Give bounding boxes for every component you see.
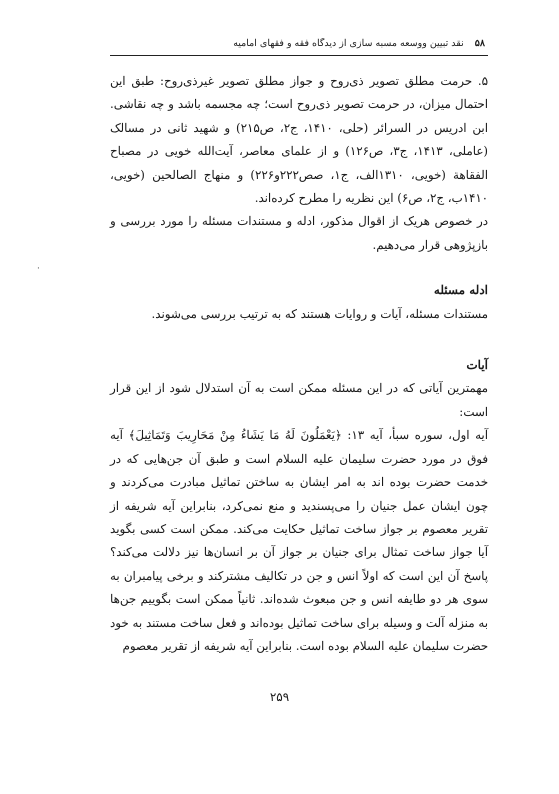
header-title: نقد تبیین ووسعه مسبه سازی از دیدگاه فقه و فقهای امامیه — [233, 38, 464, 49]
running-header — [110, 38, 485, 49]
page-number: ۲۵۹ — [269, 690, 290, 704]
header-page-mark: ۵۸ — [474, 38, 485, 49]
paragraph-review-intro: در خصوص هریک از اقوال مذکور، ادله و مستندات مسئله را مورد بررسی و بازپژوهی قرار می‌دهیم. — [110, 214, 488, 252]
paragraph-evidence-intro: مستندات مسئله، آیات و روایات هستند که به ترتیب بررسی می‌شوند. — [151, 306, 488, 321]
paragraph-opinion-5: ۵. حرمت مطلق تصویر ذی‌روح و جواز مطلق تصویر غیرذی‌روح: طبق این احتمال میزان، در حرمت تصویر ذی‌روح است؛ چه مجسمه باشد و چه نقاشی. ابن ادریس در السرائر (حلی، ۱۴۱۰، ج۲، ص۲۱۵) و شهید ثانی در مسالک (عاملی، ۱۴۱۳، ج۳، ص۱۲۶) و از علمای معاصر، آیت‌الله خویی در مصباح الفقاهة (خویی، ۱۳۱۰الف، ج۱، صص۲۲۲و۲۲۶) و منهاج الصالحین (خویی، ۱۴۱۰ب، ج۲، ص۶) این نظریه را مطرح کرده‌اند. — [110, 74, 489, 206]
paragraph-verses-intro: مهمترین آیاتی که در این مسئله ممکن است به آن استدلال شود از این قرار است: — [110, 381, 488, 419]
section-heading-evidence: ادله مسئله — [433, 283, 488, 298]
section-heading-verses: آیات — [466, 358, 488, 373]
header-rule — [110, 55, 488, 56]
spacer — [110, 257, 488, 279]
spacer — [110, 326, 488, 354]
margin-dot: · — [37, 264, 40, 274]
paragraph-first-verse: آیه اول، سوره سبأ، آیه ۱۳: ﴿یَعْمَلُونَ لَهُ مَا یَشَاءُ مِنْ مَحَارِیبَ وَتَمَاثِیلَ﴾ آیه فوق در مورد حضرت سلیمان علیه السلام است و طبق آن جن‌هایی که در خدمت حضرت بوده اند به امر ایشان به ساختن تماثیل مبادرت می‌کردند و چون ایشان عمل جنیان را می‌پسندید و منع نمی‌کرد، بنابراین آیه شریفه از تقریر معصوم بر جواز ساخت تماثیل حکایت می‌کند. ممکن است کسی بگوید آیا جواز ساخت تمثال برای جنیان بر جواز آن بر انسان‌ها نیز دلالت می‌کند؟ پاسخ آن این است که اولاً انس و جن در تکالیف مشترکند و برخی پیامبران به سوی هر دو طایفه انس و جن مبعوث شده‌اند. ثانیاً ممکن است بگوییم جن‌ها به منزله آلت و وسیله برای ساخت تماثیل بوده‌اند و فعل ساخت مستند به خود حضرت سلیمان علیه السلام بوده است. بنابراین آیه شریفه از تقریر معصوم — [110, 428, 488, 653]
body-text — [110, 70, 488, 658]
